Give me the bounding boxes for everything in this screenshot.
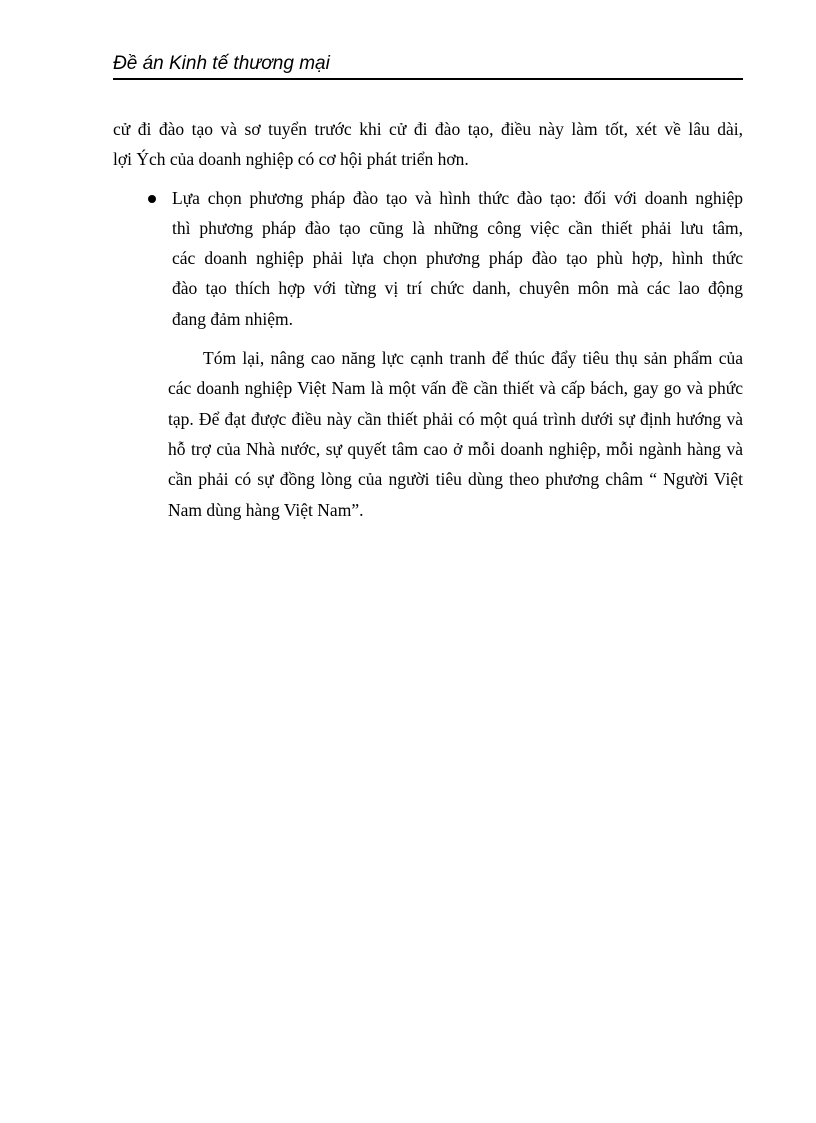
bullet-line-5: đang đảm nhiệm. bbox=[172, 308, 294, 329]
paragraph-2 bbox=[168, 343, 743, 525]
header-title: Đề án Kinh tế thương mại bbox=[113, 53, 330, 74]
paragraph-1-line-2: lợi Ých của doanh nghiệp có cơ hội phát triển hơn. bbox=[113, 149, 469, 170]
paragraph-2-line-4: hỗ trợ của Nhà nước, sự quyết tâm cao ở mỗi doanh nghiệp, mỗi ngành hàng và bbox=[168, 438, 743, 459]
paragraph-2-line-2: các doanh nghiệp Việt Nam là một vấn đề cần thiết và cấp bách, gay go và phức bbox=[168, 378, 743, 399]
bullet-line-2: thì phương pháp đào tạo cũng là những công việc cần thiết phải lưu tâm, bbox=[172, 217, 743, 238]
bullet-line-1: Lựa chọn phương pháp đào tạo và hình thức đào tạo: đối với doanh nghiệp bbox=[172, 187, 743, 208]
page-header bbox=[113, 52, 743, 80]
bullet-item-training-method bbox=[172, 183, 743, 334]
paragraph-2-line-3: tạp. Để đạt được điều này cần thiết phải có một quá trình dưới sự định hướng và bbox=[168, 408, 743, 429]
bullet-line-4: đào tạo thích hợp với từng vị trí chức danh, chuyên môn mà các lao động bbox=[172, 278, 743, 299]
paragraph-2-line-1: Tóm lại, nâng cao năng lực cạnh tranh để thúc đẩy tiêu thụ sản phẩm của bbox=[203, 348, 743, 369]
document-body bbox=[113, 114, 743, 525]
paragraph-2-line-5: cần phải có sự đồng lòng của người tiêu dùng theo phương châm “ Người Việt bbox=[168, 469, 743, 490]
bullet-icon bbox=[148, 195, 156, 203]
paragraph-2-line-6: Nam dùng hàng Việt Nam”. bbox=[168, 499, 364, 520]
paragraph-1 bbox=[113, 114, 743, 175]
bullet-line-3: các doanh nghiệp phải lựa chọn phương pháp đào tạo phù hợp, hình thức bbox=[172, 248, 743, 269]
paragraph-1-line-1: cử đi đào tạo và sơ tuyển trước khi cử đi đào tạo, điều này làm tốt, xét về lâu dài, bbox=[113, 119, 743, 139]
